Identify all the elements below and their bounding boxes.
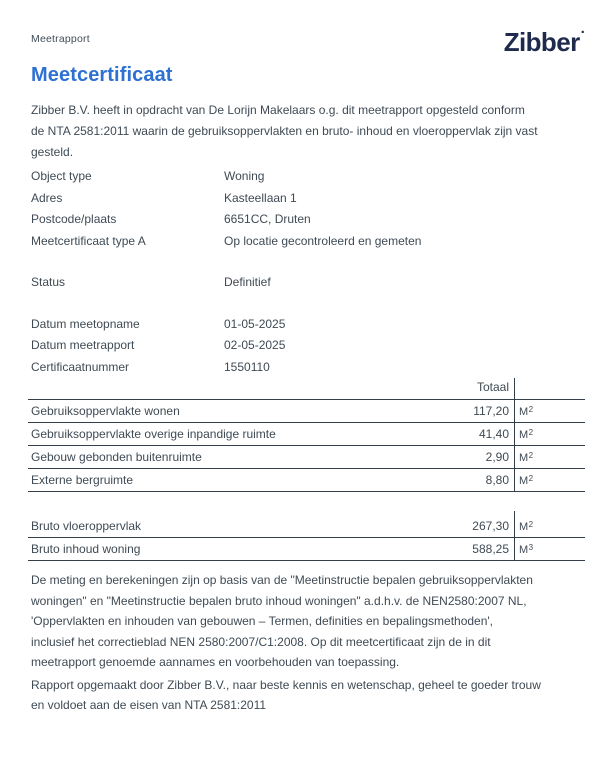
detail-value: Op locatie gecontroleerd en gemeten [224,233,422,248]
unit-base: M [519,406,529,418]
detail-value: Kasteellaan 1 [224,190,297,205]
detail-row-datum-meetopname [31,314,585,336]
intro-line: gesteld. [31,145,74,159]
row-value: 267,30 [472,519,509,533]
detail-row-status [31,272,585,294]
detail-row-certificaatnummer [31,357,585,379]
row-unit [514,423,585,445]
table-row-gebouw-gebonden-buitenruimte [28,446,585,469]
detail-label: Postcode/plaats [31,212,117,226]
report-type-label: Meetrapport [31,33,90,45]
detail-row-datum-meetrapport [31,335,585,357]
table-row-externe-bergruimte [28,469,585,492]
detail-label: Object type [31,169,92,183]
unit-base: M [519,452,529,464]
unit-exponent: 2 [528,428,534,437]
row-label: Gebouw gebonden buitenruimte [31,450,202,464]
spacer [31,294,585,314]
spacer [31,252,585,272]
surface-area-table [28,378,585,492]
row-label: Externe bergruimte [31,473,134,487]
unit-exponent: 2 [528,474,534,483]
intro-line: Zibber B.V. heeft in opdracht van De Lorijn Makelaars o.g. dit meetrapport opgesteld conform [31,103,525,117]
unit-base: M [519,429,529,441]
row-value: 8,80 [485,473,509,487]
property-details [31,166,585,378]
logo-dot-icon: · [580,24,585,41]
table-row-gebruiksoppervlakte-wonen [28,400,585,423]
row-label: Bruto vloeroppervlak [31,519,142,533]
row-label: Bruto inhoud woning [31,542,141,556]
table-header-row [28,378,585,400]
detail-row-adres [31,188,585,210]
row-unit [514,469,585,491]
unit-exponent: 2 [528,520,534,529]
closing-line: Rapport opgemaakt door Zibber B.V., naar beste kennis en wetenschap, geheel te goeder trouw [31,677,541,692]
intro-paragraph [31,100,585,163]
footnote-line: De meting en berekeningen zijn op basis van de "Meetinstructie bepalen gebruiksoppervlakten [31,573,533,587]
footnote-line: 'Oppervlakten en inhouden van gebouwen – Termen, definities en bepalingsmethoden', [31,614,494,628]
row-label: Gebruiksoppervlakte wonen [31,404,180,418]
table-row-bruto-inhoud-woning [28,538,585,561]
closing-paragraph [31,675,585,716]
detail-value: 6651CC, Druten [224,212,311,226]
table-row-bruto-vloeroppervlak [28,511,585,538]
detail-label: Datum meetrapport [31,338,135,352]
detail-value: 02-05-2025 [224,338,286,352]
intro-line: de NTA 2581:2011 waarin de gebruiksoppervlakten en bruto- inhoud en vloeroppervlak zijn vast [31,124,538,138]
detail-value: 1550110 [224,359,270,374]
footnote-paragraph [31,570,585,673]
detail-label: Meetcertificaat type A [31,233,146,248]
unit-base: M [519,475,529,487]
row-value: 2,90 [485,450,509,464]
unit-exponent: 3 [528,543,534,552]
row-unit [514,538,585,560]
detail-label: Datum meetopname [31,316,140,331]
footnote-line: meetrapport genoemde aannames en voorbehouden van toepassing. [31,655,400,669]
detail-label: Adres [31,190,63,205]
unit-base: M [519,544,529,556]
bruto-table [28,511,585,561]
unit-exponent: 2 [528,451,534,460]
row-unit [514,446,585,468]
row-unit [514,511,585,537]
detail-value: 01-05-2025 [224,316,286,331]
unit-base: M [519,521,529,533]
page-title: Meetcertificaat [31,64,173,86]
footnote-line: woningen" en "Meetinstructie bepalen bruto inhoud woningen" a.d.h.v. de NEN2580:2007 NL, [31,593,527,608]
row-value: 117,20 [473,404,509,418]
detail-label: Status [31,275,66,289]
row-label: Gebruiksoppervlakte overige inpandige ruimte [31,427,276,441]
zibber-logo-text: Zibber [503,27,580,57]
row-unit [514,400,585,422]
unit-column-header [514,378,585,399]
detail-row-object-type [31,166,585,188]
status-value: Definitief [224,275,271,289]
detail-value: Woning [224,169,265,183]
zibber-logo [503,24,585,57]
row-value: 41,40 [478,427,509,441]
totaal-column-header: Totaal [476,380,509,394]
table-header-spacer [28,378,422,399]
unit-exponent: 2 [528,405,534,414]
footnote-line: inclusief het correctieblad NEN 2580:2007/C1:2008. Op dit meetcertificaat zijn de in dit [31,634,491,649]
closing-line: en voldoet aan de eisen van NTA 2581:2011 [31,698,267,712]
page-header [31,24,585,57]
detail-label: Certificaatnummer [31,359,130,374]
row-value: 588,25 [472,542,509,556]
detail-row-certificaat-type [31,231,585,253]
table-row-overige-inpandige-ruimte [28,423,585,446]
detail-row-postcode [31,209,585,231]
